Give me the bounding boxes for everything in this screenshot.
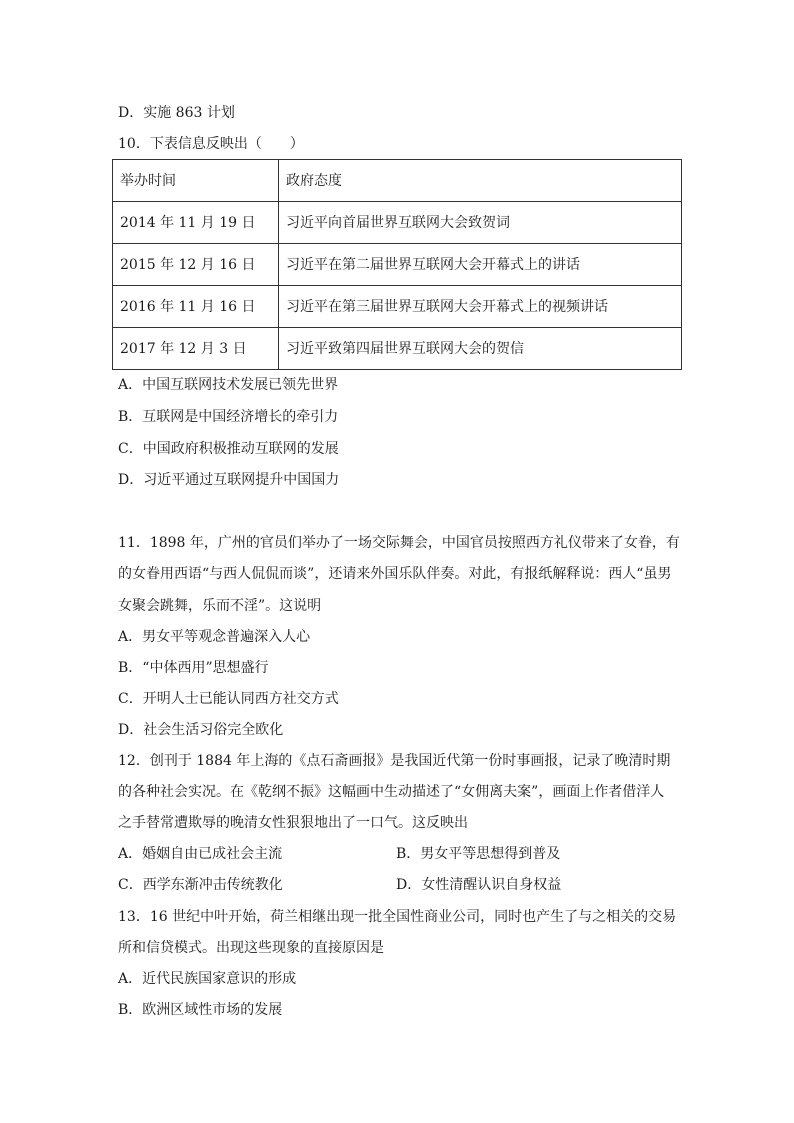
table-cell-date: 2015 年 12 月 16 日	[113, 244, 279, 286]
q12-option-d: D．女性清醒认识自身权益	[396, 877, 562, 893]
table-row	[113, 244, 682, 286]
q11-option-c: C．开明人士已能认同西方社交方式	[118, 691, 339, 707]
q12-option-a: A．婚姻自由已成社会主流	[118, 846, 283, 862]
table-cell-date: 2016 年 11 月 16 日	[113, 286, 279, 328]
table-row	[113, 202, 682, 244]
table-cell-attitude: 习近平在第三届世界互联网大会开幕式上的视频讲话	[279, 286, 682, 328]
q11-option-d: D．社会生活习俗完全欧化	[118, 722, 284, 738]
q12-stem-line-2: 的各种社会实况。在《乾纲不振》这幅画中生动描述了“女佣离夫案”，画面上作者借洋人	[118, 784, 665, 800]
q9-option-d: D．实施 863 计划	[118, 105, 235, 121]
q12-option-c: C．西学东渐冲击传统教化	[118, 877, 283, 893]
q12-option-row-1	[118, 844, 678, 864]
q12-stem-line-1: 12．创刊于 1884 年上海的《点石斋画报》是我国近代第一份时事画报，记录了晚清时期	[118, 753, 671, 769]
table-cell-attitude: 习近平向首届世界互联网大会致贺词	[279, 202, 682, 244]
q13-option-a: A．近代民族国家意识的形成	[118, 971, 297, 987]
table-header-cell: 举办时间	[113, 160, 279, 202]
q10-stem: 10．下表信息反映出（ ）	[118, 136, 304, 152]
q10-info-table	[112, 159, 682, 370]
table-cell-attitude: 习近平在第二届世界互联网大会开幕式上的讲话	[279, 244, 682, 286]
q11-option-b: B．“中体西用”思想盛行	[118, 660, 269, 676]
q10-option-b: B．互联网是中国经济增长的牵引力	[118, 409, 339, 425]
table-cell-date: 2014 年 11 月 19 日	[113, 202, 279, 244]
q12-option-b: B．男女平等思想得到普及	[396, 846, 561, 862]
q11-stem-line-2: 的女眷用西语“与西人侃侃而谈”，还请来外国乐队伴奏。对此，有报纸解释说：西人“虽男	[118, 566, 672, 582]
q10-option-a: A．中国互联网技术发展已领先世界	[118, 377, 339, 393]
q10-option-c: C．中国政府积极推动互联网的发展	[118, 441, 339, 457]
q11-stem-line-3: 女聚会跳舞，乐而不淫”。这说明	[118, 598, 322, 614]
q13-stem-line-1: 13．16 世纪中叶开始，荷兰相继出现一批全国性商业公司，同时也产生了与之相关的交易	[118, 909, 677, 925]
q13-stem-line-2: 所和信贷模式。出现这些现象的直接原因是	[118, 940, 384, 956]
q11-option-a: A．男女平等观念普遍深入人心	[118, 629, 311, 645]
q12-option-row-2	[118, 875, 678, 895]
q12-stem-line-3: 之手替常遭欺辱的晚清女性狠狠地出了一口气。这反映出	[118, 815, 468, 831]
q11-stem-line-1: 11．1898 年，广州的官员们举办了一场交际舞会，中国官员按照西方礼仪带来了女眷，有	[118, 535, 680, 551]
q10-option-d: D．习近平通过互联网提升中国国力	[118, 472, 340, 488]
table-row	[113, 328, 682, 370]
table-cell-date: 2017 年 12 月 3 日	[113, 328, 279, 370]
table-row	[113, 286, 682, 328]
table-cell-attitude: 习近平致第四届世界互联网大会的贺信	[279, 328, 682, 370]
q13-option-b: B．欧洲区域性市场的发展	[118, 1002, 283, 1018]
table-header-row	[113, 160, 682, 202]
table-header-cell: 政府态度	[279, 160, 682, 202]
